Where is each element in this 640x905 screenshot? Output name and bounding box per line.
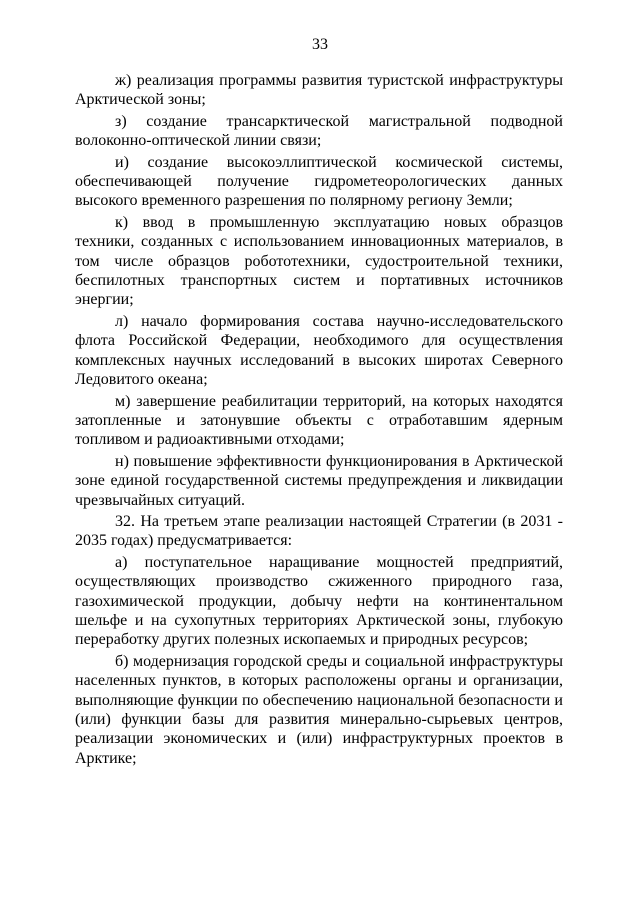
page-number: 33 (312, 36, 328, 53)
paragraph-a: а) поступательное наращивание мощностей предприятий, осуществляющих производство сжиженного природного газа, газохимической продукции, добычу нефти на континентальном шельфе и на сухопутных территориях Арктической зоны, глубокую переработку других полезных ископаемых и природных ресурсов; (75, 553, 563, 649)
document-body (75, 71, 563, 770)
paragraph-b: б) модернизация городской среды и социальной инфраструктуры населенных пунктов, в которых расположены органы и организации, выполняющие функции по обеспечению национальной безопасности и (или) функции базы для развития минерально-сырьевых центров, реализации экономических и (или) инфраструктурных проектов в Арктике; (75, 652, 563, 767)
paragraph-l: л) начало формирования состава научно-исследовательского флота Российской Федерации, необходимого для осуществления комплексных научных исследований в высоких широтах Северного Ледовитого океана; (75, 312, 563, 389)
paragraph-n: н) повышение эффективности функционирования в Арктической зоне единой государственной системы предупреждения и ликвидации чрезвычайных ситуаций. (75, 452, 563, 509)
paragraph-k: к) ввод в промышленную эксплуатацию новых образцов техники, созданных с использованием инновационных материалов, в том числе образцов робототехники, судостроительной техники, беспилотных транспортных систем и портативных источников энергии; (75, 213, 563, 309)
paragraph-32: 32. На третьем этапе реализации настоящей Стратегии (в 2031 - 2035 годах) предусматривается: (75, 512, 563, 550)
paragraph-zh: ж) реализация программы развития туристской инфраструктуры Арктической зоны; (75, 72, 563, 109)
paragraph-m: м) завершение реабилитации территорий, на которых находятся затопленные и затонувшие объекты с отработавшим ядерным топливом и радиоактивными отходами; (75, 392, 563, 449)
paragraph-i: и) создание высокоэллиптической космической системы, обеспечивающей получение гидрометеорологических данных высокого временного разрешения по полярному региону Земли; (75, 153, 563, 210)
paragraph-z: з) создание трансарктической магистральной подводной волоконно-оптической линии связи; (75, 112, 563, 150)
